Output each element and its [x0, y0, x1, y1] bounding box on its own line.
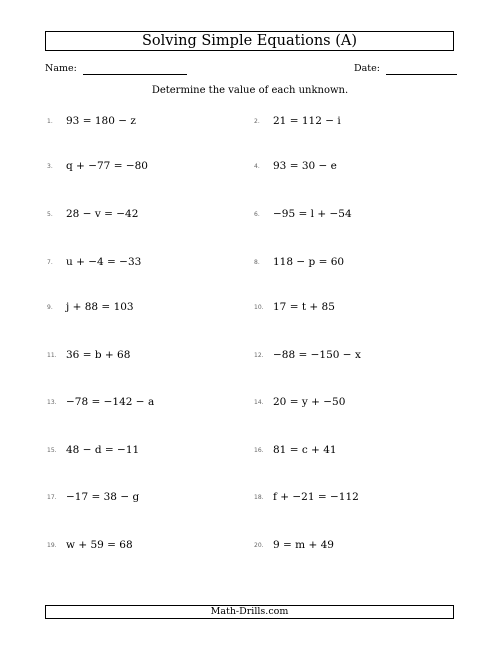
- problem-9: [47, 301, 247, 315]
- name-field: [45, 63, 187, 75]
- problem-number: 19.: [47, 542, 57, 549]
- problem-14: [254, 396, 454, 410]
- problem-equation: 48 − d = −11: [66, 444, 140, 456]
- problem-equation: w + 59 = 68: [66, 539, 133, 551]
- problem-20: [254, 539, 454, 553]
- problem-equation: 20 = y + −50: [273, 396, 346, 408]
- problem-number: 15.: [47, 447, 57, 454]
- problem-11: [47, 349, 247, 363]
- problem-3: [47, 160, 247, 174]
- problem-number: 11.: [47, 352, 57, 359]
- problem-equation: f + −21 = −112: [273, 491, 359, 503]
- problem-13: [47, 396, 247, 410]
- problem-equation: 118 − p = 60: [273, 256, 345, 268]
- problem-equation: −95 = l + −54: [273, 208, 352, 220]
- problem-number: 4.: [254, 163, 260, 170]
- problem-number: 8.: [254, 259, 260, 266]
- worksheet-title: Solving Simple Equations (A): [45, 31, 454, 51]
- name-blank-line[interactable]: [83, 64, 187, 75]
- problem-number: 13.: [47, 399, 57, 406]
- problem-17: [47, 491, 247, 505]
- problem-equation: 81 = c + 41: [273, 444, 337, 456]
- problem-equation: −17 = 38 − g: [66, 491, 140, 503]
- problem-6: [254, 208, 454, 222]
- problem-number: 14.: [254, 399, 264, 406]
- problem-number: 20.: [254, 542, 264, 549]
- problem-equation: −88 = −150 − x: [273, 349, 361, 361]
- problem-equation: 17 = t + 85: [273, 301, 335, 313]
- problem-8: [254, 256, 454, 270]
- problem-number: 6.: [254, 211, 260, 218]
- instructions: Determine the value of each unknown.: [151, 85, 349, 96]
- problem-16: [254, 444, 454, 458]
- problem-number: 5.: [47, 211, 53, 218]
- problem-15: [47, 444, 247, 458]
- problem-number: 9.: [47, 304, 53, 311]
- problem-number: 1.: [47, 118, 53, 125]
- problem-number: 18.: [254, 494, 264, 501]
- problem-7: [47, 256, 247, 270]
- problem-2: [254, 115, 454, 129]
- problem-number: 3.: [47, 163, 53, 170]
- problem-19: [47, 539, 247, 553]
- problem-18: [254, 491, 454, 505]
- date-blank-line[interactable]: [386, 64, 457, 75]
- problem-12: [254, 349, 454, 363]
- problem-5: [47, 208, 247, 222]
- problem-1: [47, 115, 247, 129]
- problem-number: 7.: [47, 259, 53, 266]
- problem-4: [254, 160, 454, 174]
- problem-10: [254, 301, 454, 315]
- problem-number: 12.: [254, 352, 264, 359]
- problem-number: 16.: [254, 447, 264, 454]
- problem-equation: q + −77 = −80: [66, 160, 148, 172]
- problem-equation: 93 = 30 − e: [273, 160, 337, 172]
- problem-equation: j + 88 = 103: [66, 301, 134, 313]
- date-label: Date:: [354, 63, 380, 74]
- problem-equation: 93 = 180 − z: [66, 115, 136, 127]
- date-field: [354, 63, 457, 75]
- problem-number: 17.: [47, 494, 57, 501]
- problem-number: 2.: [254, 118, 260, 125]
- problem-equation: 28 − v = −42: [66, 208, 139, 220]
- problem-number: 10.: [254, 304, 264, 311]
- problem-equation: 36 = b + 68: [66, 349, 131, 361]
- problem-equation: 9 = m + 49: [273, 539, 334, 551]
- problem-equation: u + −4 = −33: [66, 256, 142, 268]
- problem-equation: −78 = −142 − a: [66, 396, 155, 408]
- problem-equation: 21 = 112 − i: [273, 115, 341, 127]
- name-label: Name:: [45, 63, 77, 74]
- footer-source: Math-Drills.com: [45, 605, 454, 619]
